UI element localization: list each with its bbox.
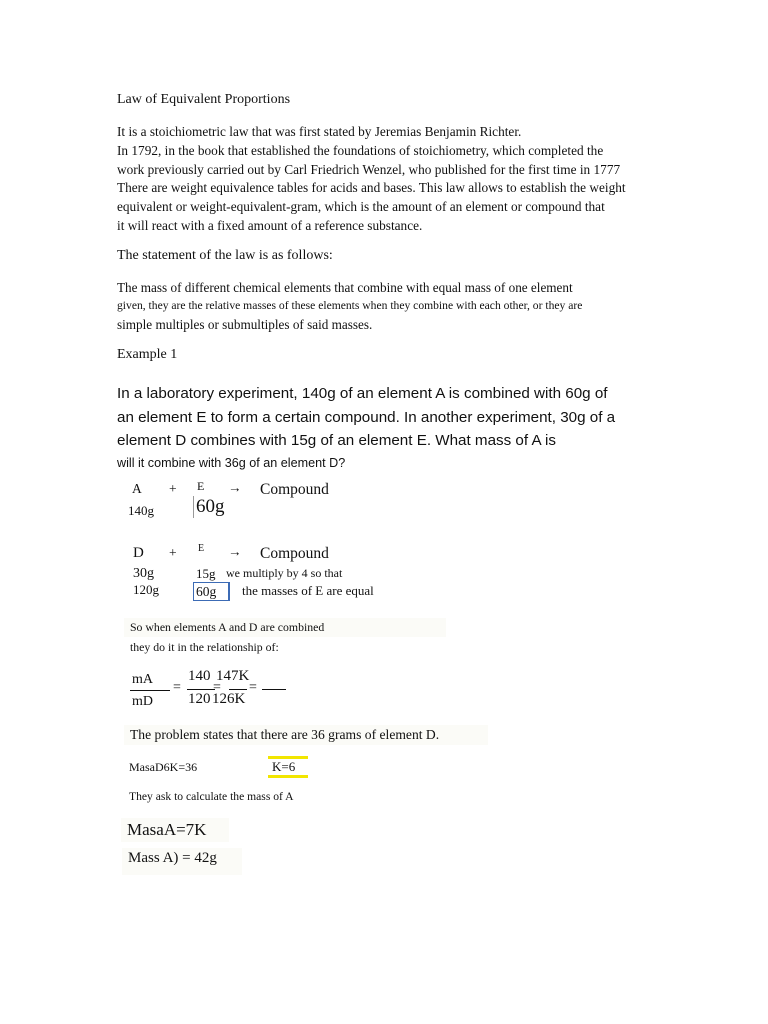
reactant-d: D <box>133 545 144 561</box>
intro-line: It is a stoichiometric law that was first stated by Jeremias Benjamin Richter. <box>117 124 522 139</box>
arrow-icon: → <box>228 480 242 495</box>
equals-sign: = <box>249 680 257 695</box>
product-label: Compound <box>260 481 329 498</box>
plus-sign: + <box>169 545 177 560</box>
example-heading: Example 1 <box>117 347 178 362</box>
equals-sign: = <box>213 680 221 695</box>
mass-a: 140g <box>128 503 154 518</box>
k-value: K=6 <box>272 759 296 774</box>
masa-a-equation: MasaA=7K <box>121 818 229 842</box>
ratio-num-3: 147K <box>216 668 250 684</box>
problem-states: The problem states that there are 36 grams of element D. <box>124 725 488 745</box>
law-line: The mass of different chemical elements that combine with equal mass of one element <box>117 280 573 295</box>
problem-line: an element E to form a certain compound. In another experiment, 30g of a <box>117 409 616 426</box>
fraction-bar <box>130 690 170 691</box>
mass-d: 30g <box>133 566 154 581</box>
equals-sign: = <box>173 680 181 695</box>
mass-d-scaled: 120g <box>133 582 159 597</box>
problem-line: element D combines with 15g of an element E. What mass of A is <box>117 432 556 449</box>
product-label: Compound <box>260 545 329 562</box>
ratio-num-2: 140 <box>188 668 211 684</box>
document-title: Law of Equivalent Proportions <box>117 92 291 107</box>
fraction-bar <box>262 689 286 690</box>
intro-line: it will react with a fixed amount of a reference substance. <box>117 218 423 233</box>
multiply-note: we multiply by 4 so that <box>226 566 343 580</box>
plus-sign: + <box>169 481 177 496</box>
reactant-e: E <box>198 543 205 554</box>
intro-line: equivalent or weight-equivalent-gram, which is the amount of an element or compound that <box>117 199 605 214</box>
mass-e: 60g <box>193 496 225 518</box>
combined-line: they do it in the relationship of: <box>130 640 279 654</box>
ratio-den-2: 120 <box>188 691 211 707</box>
ratio-num-1: mA <box>132 672 153 687</box>
equal-note: the masses of E are equal <box>242 583 374 598</box>
intro-line: work previously carried out by Carl Friedrich Wenzel, who published for the first time in 1777 <box>117 162 621 177</box>
problem-line: In a laboratory experiment, 140g of an element A is combined with 60g of <box>117 385 608 402</box>
combined-line: So when elements A and D are combined <box>124 618 446 637</box>
intro-line: There are weight equivalence tables for acids and bases. This law allows to establish the weight <box>117 180 626 195</box>
intro-line: In 1792, in the book that established the foundations of stoichiometry, which completed the <box>117 143 604 158</box>
mass-e: 15g <box>196 566 216 581</box>
masa-d-equation: MasaD6K=36 <box>129 760 198 774</box>
law-line: given, they are the relative masses of these elements when they combine with each other, or they are <box>117 299 583 312</box>
statement-heading: The statement of the law is as follows: <box>117 248 333 263</box>
mass-e-scaled-box: 60g <box>193 582 230 601</box>
law-line: simple multiples or submultiples of said masses. <box>117 317 373 332</box>
ask-line: They ask to calculate the mass of A <box>129 790 294 803</box>
ratio-den-3: 126K <box>212 691 246 707</box>
reactant-e: E <box>197 479 205 493</box>
fraction-bar <box>187 689 215 690</box>
yellow-highlight <box>268 775 308 778</box>
fraction-bar <box>229 689 247 690</box>
reactant-a: A <box>132 481 142 496</box>
ratio-den-1: mD <box>132 694 153 709</box>
answer: Mass A) = 42g <box>122 848 242 875</box>
arrow-icon: → <box>228 544 242 559</box>
problem-line: will it combine with 36g of an element D? <box>117 456 346 470</box>
